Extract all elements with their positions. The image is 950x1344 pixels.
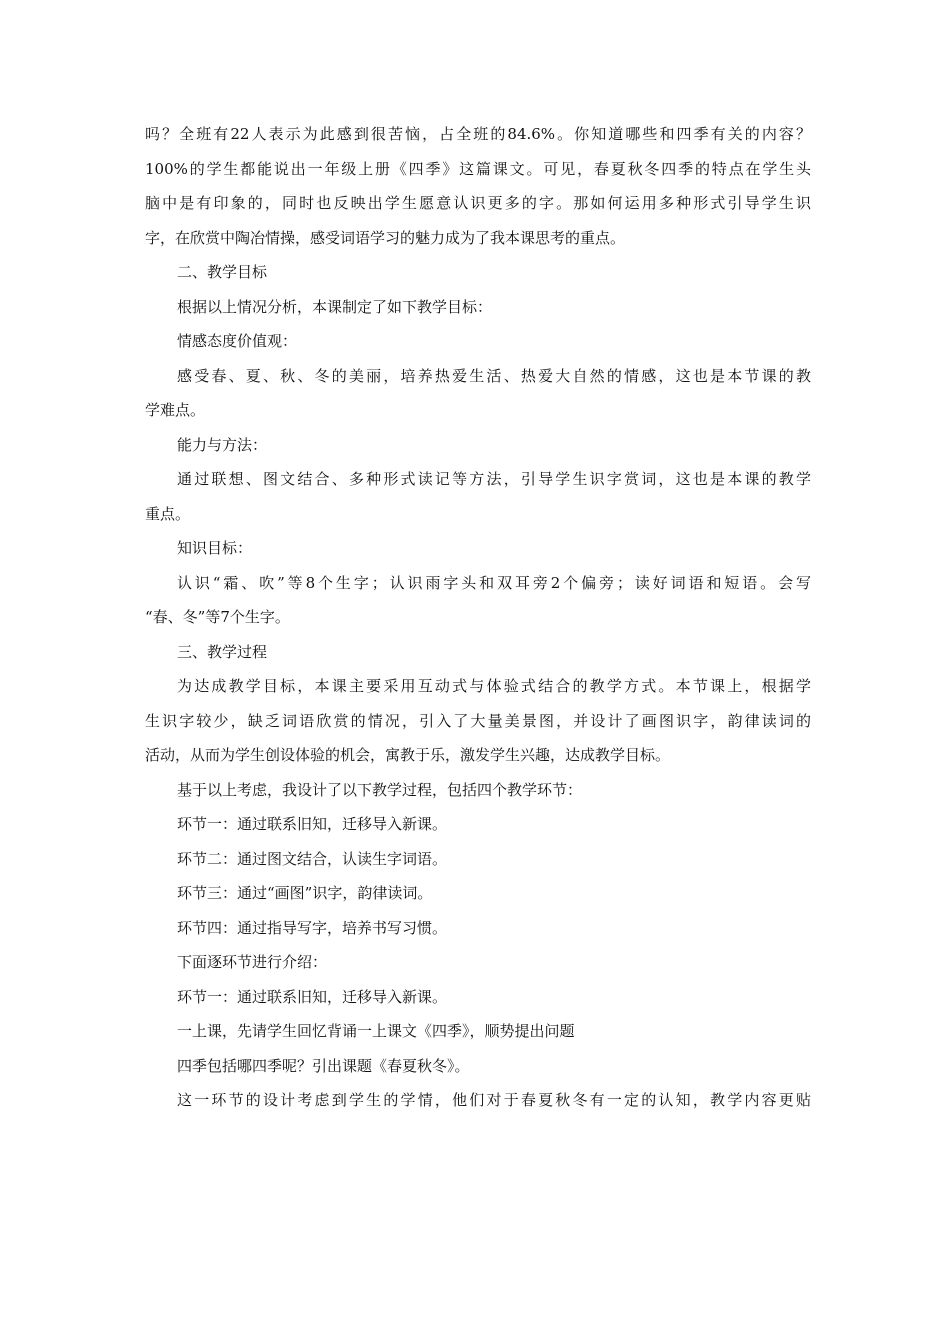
text-line: 能力与方法： <box>177 435 268 454</box>
text-line: 四季包括哪四季呢？引出课题《春夏秋冬》。 <box>177 1056 470 1075</box>
text-line: 认识“霜、吹”等8个生字；认识雨字头和双耳旁2个偏旁；读好词语和短语。会写 <box>177 573 811 592</box>
text-line: 知识目标： <box>177 539 253 557</box>
text-line: 这一环节的设计考虑到学生的学情，他们对于春夏秋冬有一定的认知，教学内容更贴 <box>177 1091 811 1109</box>
text-line: 三、教学过程 <box>177 642 268 661</box>
text-line: 重点。 <box>145 504 191 523</box>
text-line: 下面逐环节进行介绍： <box>177 953 328 971</box>
text-line: “春、冬”等7个生字。 <box>145 608 290 626</box>
text-line: 生识字较少，缺乏词语欣赏的情况，引入了大量美景图，并设计了画图识字，韵律读词的 <box>145 711 811 730</box>
text-line: 字，在欣赏中陶冶情操，感受词语学习的魅力成为了我本课思考的重点。 <box>145 228 626 247</box>
text-line: 二、教学目标 <box>177 263 268 281</box>
text-line: 感受春、夏、秋、冬的美丽，培养热爱生活、热爱大自然的情感，这也是本节课的教 <box>177 366 811 385</box>
text-line: 情感态度价值观： <box>177 332 298 350</box>
text-line: 吗？全班有22人表示为此感到很苦恼，占全班的84.6%。你知道哪些和四季有关的内容？ <box>145 125 811 143</box>
text-line: 基于以上考虑，我设计了以下教学过程，包括四个教学环节： <box>177 780 583 799</box>
text-line: 脑中是有印象的，同时也反映出学生愿意认识更多的字。那如何运用多种形式引导学生识 <box>145 194 811 212</box>
text-line: 环节一：通过联系旧知，迁移导入新课。 <box>177 815 448 833</box>
text-line: 根据以上情况分析，本课制定了如下教学目标： <box>177 297 493 316</box>
text-line: 环节四：通过指导写字，培养书写习惯。 <box>177 918 448 937</box>
text-line: 一上课，先请学生回忆背诵一上课文《四季》，顺势提出问题 <box>177 1022 575 1040</box>
text-line: 100%的学生都能说出一年级上册《四季》这篇课文。可见，春夏秋冬四季的特点在学生头 <box>145 159 811 178</box>
document-body <box>145 117 811 1118</box>
text-line: 环节二：通过图文结合，认读生字词语。 <box>177 849 448 868</box>
text-line: 活动，从而为学生创设体验的机会，寓教于乐，激发学生兴趣，达成教学目标。 <box>145 746 671 764</box>
text-line: 环节一：通过联系旧知，迁移导入新课。 <box>177 987 448 1006</box>
text-line: 学难点。 <box>145 401 206 419</box>
text-line: 通过联想、图文结合、多种形式读记等方法，引导学生识字赏词，这也是本课的教学 <box>177 470 811 488</box>
text-line: 为达成教学目标，本课主要采用互动式与体验式结合的教学方式。本节课上，根据学 <box>177 677 811 695</box>
text-line: 环节三：通过“画图”识字，韵律读词。 <box>177 884 433 902</box>
